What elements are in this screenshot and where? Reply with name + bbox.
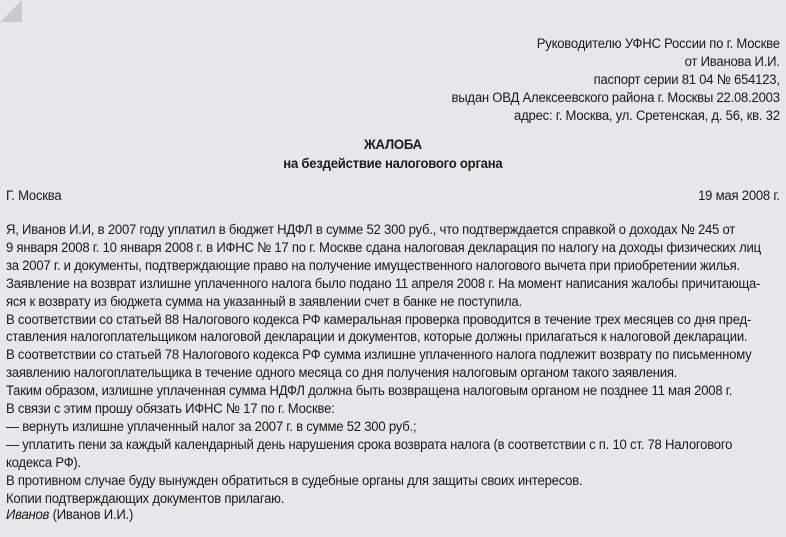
title-subheading: на бездействие налогового органа xyxy=(283,154,503,171)
document-title xyxy=(6,135,780,172)
body-line: Я, Иванов И.И, в 2007 году уплатил в бюджет НДФЛ в сумме 52 300 руб., что подтверждается справкой о доходах № 245 от xyxy=(6,221,736,237)
body-line: заявлению налогоплательщика в течение одного месяца со дня получения налоговым органом такого заявления. xyxy=(6,364,678,381)
body-line: яся к возврату из бюджета сумма на указанный в заявлении счет в банке не поступила. xyxy=(6,292,522,309)
body-line: 9 января 2008 г. 10 января 2008 г. в ИФНС № 17 по г. Москве сдана налоговая декларация по налогу на доходы физических лиц xyxy=(6,238,761,255)
date-label: 19 мая 2008 г. xyxy=(698,187,780,203)
signature-block xyxy=(6,506,133,524)
addressee-line: Руководителю УФНС России по г. Москве xyxy=(536,35,780,51)
body-line: В противном случае буду вынужден обратиться в судебные органы для защиты своих интересов. xyxy=(6,471,583,488)
body-line: — вернуть излишне уплаченный налог за 2007 г. в сумме 52 300 руб.; xyxy=(6,417,417,434)
body-line: ставления налогоплательщиком налоговой декларации и документов, которые должны прилагаться к налоговой декларации. xyxy=(6,328,748,345)
body-line: кодекса РФ). xyxy=(6,453,81,470)
addressee-line: адрес: г. Москва, ул. Сретенская, д. 56, кв. 32 xyxy=(514,106,780,123)
body-line: Копии подтверждающих документов прилагаю. xyxy=(6,489,285,506)
body-line: — уплатить пени за каждый календарный день нарушения срока возврата налога (в соответствии с п. 10 ст. 78 Налогового xyxy=(6,435,733,452)
place-label: Г. Москва xyxy=(6,187,62,203)
body-line: В соответствии со статьей 78 Налогового кодекса РФ сумма излишне уплаченного налога подлежит возврату по письменному xyxy=(6,346,752,363)
body-line: за 2007 г. и документы, подтверждающие право на получение имущественного налогового вычета при приобретении жилья. xyxy=(6,256,740,273)
complaint-document xyxy=(6,0,780,537)
addressee-line: от Иванова И.И. xyxy=(684,52,780,69)
complaint-body xyxy=(6,221,780,508)
addressee-line: выдан ОВД Алексеевского района г. Москвы 22.08.2003 xyxy=(451,88,780,105)
signature-full-name: (Иванов И.И.) xyxy=(52,506,134,522)
body-line: В связи с этим прошу обязать ИФНС № 17 по г. Москве: xyxy=(6,400,335,417)
signature-name: Иванов xyxy=(6,506,50,522)
addressee-line: паспорт серии 81 04 № 654123, xyxy=(593,70,780,87)
body-line: В соответствии со статьей 88 Налогового кодекса РФ камеральная проверка проводится в течение трех месяцев со дня пред- xyxy=(6,310,752,327)
addressee-block xyxy=(451,35,779,125)
title-heading: ЖАЛОБА xyxy=(363,136,422,152)
body-line: Заявление на возврат излишне уплаченного налога было подано 11 апреля 2008 г. На момент написания жалобы причитающа- xyxy=(6,274,761,291)
body-line: Таким образом, излишне уплаченная сумма НДФЛ должна быть возвращена налоговым органом не позднее 11 мая 2008 г. xyxy=(6,382,733,399)
